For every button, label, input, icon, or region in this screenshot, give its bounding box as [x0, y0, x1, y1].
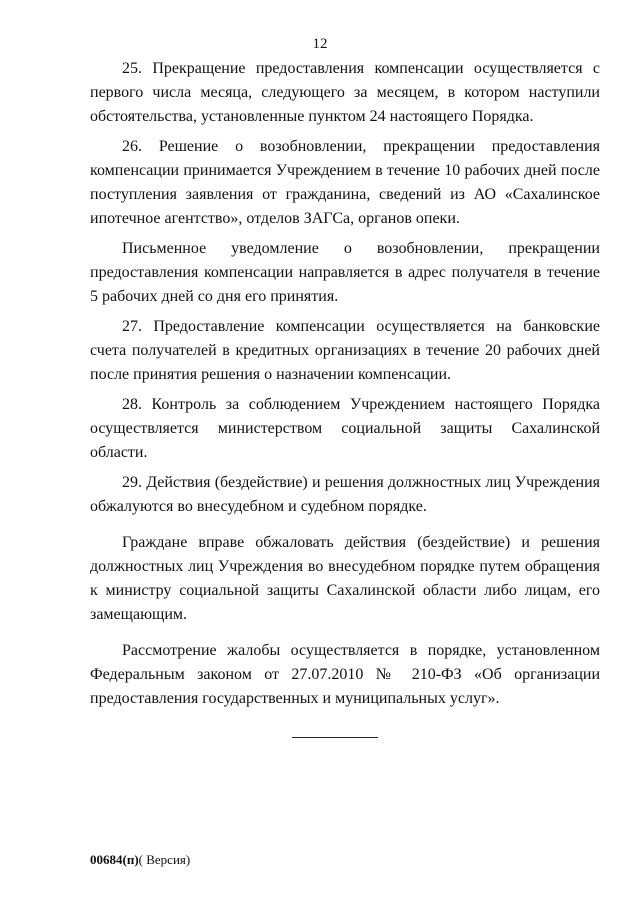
paragraph-29: 29. Действия (бездействие) и решения должностных лиц Учреждения обжалуются во внесудебном и судебном порядке. — [90, 474, 600, 515]
footer — [90, 852, 190, 868]
paragraph-26-notice: Письменное уведомление о возобновлении, прекращении предоставления компенсации направляется в адрес получателя в течение 5 рабочих дней со дня его принятия. — [90, 240, 600, 305]
paragraph-29-complaint: Рассмотрение жалобы осуществляется в порядке, установленном Федеральным законом от 27.07.2010 № 210-ФЗ «Об организации предоставления государственных и муниципальных услуг». — [90, 642, 600, 707]
document-body — [90, 57, 600, 711]
paragraph-27: 27. Предоставление компенсации осуществляется на банковские счета получателей в кредитных организациях в течение 20 рабочих дней после принятия решения о назначении компенсации. — [90, 318, 600, 383]
paragraph-29-appeal: Граждане вправе обжаловать действия (бездействие) и решения должностных лиц Учреждения во внесудебном порядке путем обращения к министру социальной защиты Сахалинской области либо лицам, его замещающим. — [90, 534, 600, 623]
document-code: 00684(п) — [90, 852, 139, 867]
page-number: 12 — [312, 36, 328, 52]
paragraph-25: 25. Прекращение предоставления компенсации осуществляется с первого числа месяца, следующего за месяцем, в котором наступили обстоятельства, установленные пунктом 24 настоящего Порядка. — [90, 60, 600, 125]
document-version: ( Версия) — [138, 852, 191, 867]
paragraph-26: 26. Решение о возобновлении, прекращении предоставления компенсации принимается Учреждением в течение 10 рабочих дней после поступления заявления от гражданина, сведений из АО «Сахалинское ипотечное агентство», отделов ЗАГСа, органов опеки. — [90, 138, 600, 227]
paragraph-28: 28. Контроль за соблюдением Учреждением настоящего Порядка осуществляется министерством социальной защиты Сахалинской области. — [90, 396, 600, 461]
closing-divider — [292, 737, 378, 738]
